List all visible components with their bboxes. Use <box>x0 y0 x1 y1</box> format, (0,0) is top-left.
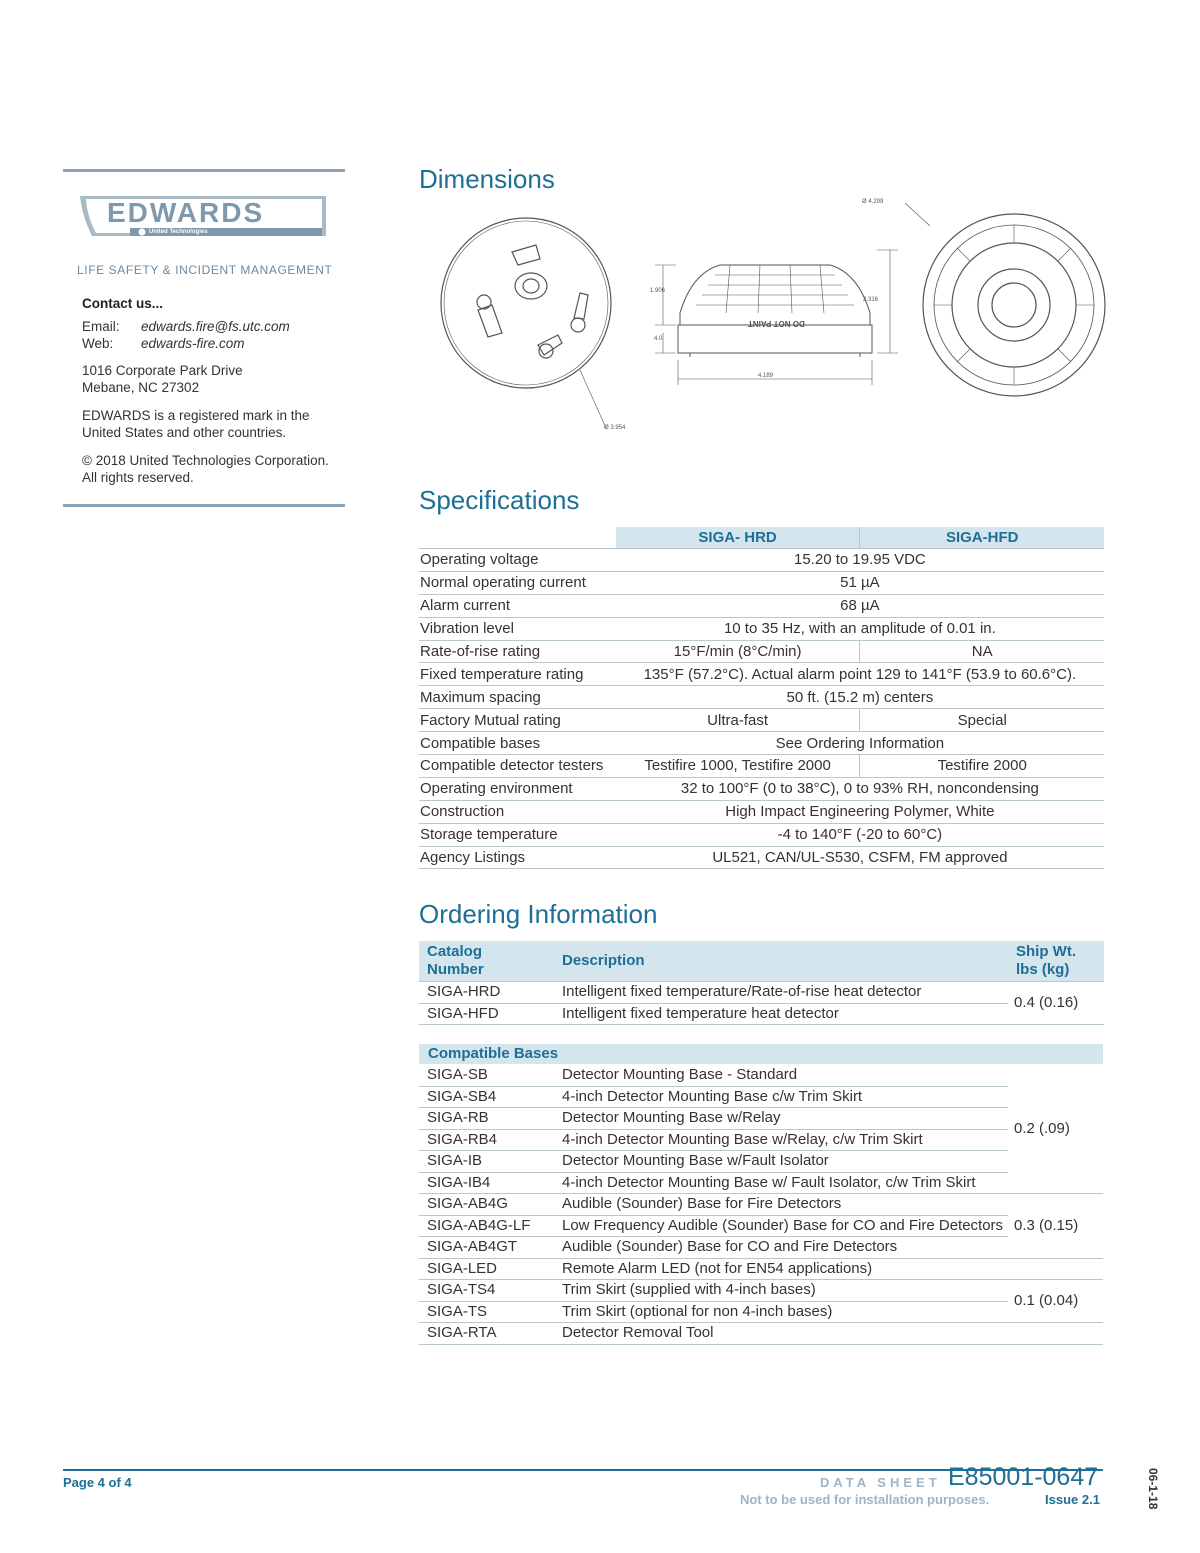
catalog-number: SIGA-RB <box>419 1108 554 1130</box>
spec-row <box>419 846 1104 869</box>
description: Detector Mounting Base - Standard <box>554 1065 1008 1086</box>
table-row <box>419 982 1104 1004</box>
table-row <box>419 1003 1104 1025</box>
col-description-header: Description <box>554 941 1008 982</box>
spec-row <box>419 732 1104 755</box>
description: Intelligent fixed temperature heat detector <box>554 1003 1008 1025</box>
ordering-detectors-table <box>419 941 1104 1025</box>
spec-row <box>419 800 1104 823</box>
spec-value: High Impact Engineering Polymer, White <box>616 800 1104 823</box>
do-not-paint-sticker: DO NOT PAINT <box>748 319 805 328</box>
dimensions-heading: Dimensions <box>419 164 555 194</box>
description: Audible (Sounder) Base for Fire Detectors <box>554 1194 1008 1216</box>
col-catalog-line2: Number <box>427 961 484 978</box>
table-row <box>419 1215 1103 1237</box>
address-line1: 1016 Corporate Park Drive <box>82 363 243 378</box>
trademark-line2: United States and other countries. <box>82 425 287 440</box>
description: Detector Removal Tool <box>554 1323 1008 1345</box>
spec-value: 50 ft. (15.2 m) centers <box>616 686 1104 709</box>
catalog-number: SIGA-TS4 <box>419 1280 554 1302</box>
edwards-logo <box>78 192 328 242</box>
spec-value: 135°F (57.2°C). Actual alarm point 129 to 141°F (53.9 to 60.6°C). <box>616 663 1104 686</box>
spec-value-hrd: Testifire 1000, Testifire 2000 <box>616 755 860 778</box>
spec-value: -4 to 140°F (-20 to 60°C) <box>616 823 1104 846</box>
sidebar-top-rule <box>63 169 345 172</box>
description: Trim Skirt (supplied with 4-inch bases) <box>554 1280 1008 1302</box>
sidebar-bottom-rule <box>63 504 345 507</box>
spec-label: Factory Mutual rating <box>419 709 616 732</box>
catalog-number: SIGA-SB <box>419 1065 554 1086</box>
ordering-heading <box>419 899 657 930</box>
spec-value: 10 to 35 Hz, with an amplitude of 0.01 in. <box>616 617 1104 640</box>
copyright-line2: All rights reserved. <box>82 470 194 485</box>
catalog-number: SIGA-TS <box>419 1301 554 1323</box>
dim-height-right: 2.316 <box>863 297 879 303</box>
spec-row <box>419 571 1104 594</box>
spec-label: Compatible bases <box>419 732 616 755</box>
catalog-number: SIGA-LED <box>419 1258 554 1280</box>
spec-label: Operating environment <box>419 777 616 800</box>
spec-label: Storage temperature <box>419 823 616 846</box>
dim-dia-top: Ø 4.299 <box>862 199 884 205</box>
table-row <box>419 1129 1103 1151</box>
catalog-number: SIGA-RTA <box>419 1323 554 1345</box>
spec-value: 32 to 100°F (0 to 38°C), 0 to 93% RH, noncondensing <box>616 777 1104 800</box>
catalog-number: SIGA-AB4G-LF <box>419 1215 554 1237</box>
spec-value: 15.20 to 19.95 VDC <box>616 549 1104 572</box>
spec-label: Agency Listings <box>419 846 616 869</box>
table-row <box>419 1172 1103 1194</box>
description: Low Frequency Audible (Sounder) Base for CO and Fire Detectors <box>554 1215 1008 1237</box>
ship-weight: 0.1 (0.04) <box>1008 1280 1103 1323</box>
description: 4-inch Detector Mounting Base w/ Fault Isolator, c/w Trim Skirt <box>554 1172 1008 1194</box>
ship-weight-empty <box>1008 1323 1103 1345</box>
col-catalog-line1: Catalog <box>427 943 483 960</box>
table-row <box>419 1301 1103 1323</box>
web-label: Web: <box>82 336 114 351</box>
spec-value: 51 µA <box>616 571 1104 594</box>
description: Detector Mounting Base w/Relay <box>554 1108 1008 1130</box>
spec-label: Construction <box>419 800 616 823</box>
spec-value-hfd: Special <box>860 709 1104 732</box>
address-line2: Mebane, NC 27302 <box>82 380 200 395</box>
disclaimer: Not to be used for installation purposes. <box>740 1492 990 1507</box>
spec-value-hfd: NA <box>860 640 1104 663</box>
col-weight-line2: lbs (kg) <box>1016 961 1070 978</box>
spec-value: 68 µA <box>616 594 1104 617</box>
spec-value-hrd: Ultra-fast <box>616 709 860 732</box>
document-number: E85001-0647 <box>948 1463 1099 1491</box>
description: Trim Skirt (optional for non 4-inch bases) <box>554 1301 1008 1323</box>
spec-row <box>419 617 1104 640</box>
table-row <box>419 1108 1103 1130</box>
ship-weight-empty <box>1008 1258 1103 1280</box>
catalog-number: SIGA-SB4 <box>419 1086 554 1108</box>
spec-value-hrd: 15°F/min (8°C/min) <box>616 640 860 663</box>
spec-col-hfd: SIGA-HFD <box>860 527 1104 549</box>
spec-row <box>419 549 1104 572</box>
table-row <box>419 1237 1103 1259</box>
dim-width: 4.189 <box>758 373 774 379</box>
spec-label: Fixed temperature rating <box>419 663 616 686</box>
ordering-heading-text: Ordering Information <box>419 899 658 929</box>
spec-row <box>419 823 1104 846</box>
table-row <box>419 1280 1103 1302</box>
footer-rule <box>63 1469 1103 1471</box>
copyright-line1: © 2018 United Technologies Corporation. <box>82 453 329 468</box>
spec-row <box>419 686 1104 709</box>
catalog-number: SIGA-HFD <box>419 1003 554 1025</box>
table-row <box>419 1086 1103 1108</box>
revision-date: 06-1-18 <box>1146 1468 1160 1510</box>
description: Intelligent fixed temperature/Rate-of-rise heat detector <box>554 982 1008 1004</box>
ship-weight: 0.4 (0.16) <box>1008 982 1104 1025</box>
spec-label: Maximum spacing <box>419 686 616 709</box>
description: Remote Alarm LED (not for EN54 applications) <box>554 1258 1008 1280</box>
spec-label: Compatible detector testers <box>419 755 616 778</box>
ship-weight: 0.3 (0.15) <box>1008 1194 1103 1259</box>
spec-value: UL521, CAN/UL-S530, CSFM, FM approved <box>616 846 1104 869</box>
catalog-number: SIGA-RB4 <box>419 1129 554 1151</box>
spec-value-hfd: Testifire 2000 <box>860 755 1104 778</box>
catalog-number: SIGA-HRD <box>419 982 554 1004</box>
table-row <box>419 1323 1103 1345</box>
email-link[interactable]: edwards.fire@fs.utc.com <box>141 319 290 334</box>
col-catalog-header <box>419 941 554 982</box>
ship-weight: 0.2 (.09) <box>1008 1065 1103 1194</box>
spec-row <box>419 640 1104 663</box>
table-row <box>419 1258 1103 1280</box>
web-link[interactable]: edwards-fire.com <box>141 336 245 351</box>
data-sheet-label: DATA SHEET <box>820 1475 941 1490</box>
spec-header-row <box>419 527 1104 549</box>
col-weight-header <box>1008 941 1104 982</box>
spec-label: Rate-of-rise rating <box>419 640 616 663</box>
logo-subtitle: United Technologies <box>149 228 208 235</box>
spec-row <box>419 755 1104 778</box>
dim-height-small: 4.0 <box>654 336 663 342</box>
ordering-bases-table <box>419 1065 1103 1345</box>
specifications-heading: Specifications <box>419 485 580 515</box>
description: 4-inch Detector Mounting Base w/Relay, c/w Trim Skirt <box>554 1129 1008 1151</box>
trademark-line1: EDWARDS is a registered mark in the <box>82 408 310 423</box>
logo-wordmark: EDWARDS <box>107 197 265 228</box>
spec-row <box>419 709 1104 732</box>
spec-label: Vibration level <box>419 617 616 640</box>
spec-header-blank <box>419 527 616 549</box>
table-row <box>419 1194 1103 1216</box>
catalog-number: SIGA-AB4G <box>419 1194 554 1216</box>
dim-height-left: 1.906 <box>650 288 666 294</box>
email-label: Email: <box>82 319 120 334</box>
col-weight-line1: Ship Wt. <box>1016 943 1076 960</box>
dimension-labels <box>430 195 1110 440</box>
tagline: LIFE SAFETY & INCIDENT MANAGEMENT <box>77 263 333 277</box>
catalog-number: SIGA-IB4 <box>419 1172 554 1194</box>
spec-value: See Ordering Information <box>616 732 1104 755</box>
dim-dia-bottom: Ø 3.954 <box>604 425 626 431</box>
issue-number: Issue 2.1 <box>1045 1492 1100 1507</box>
spec-label: Normal operating current <box>419 571 616 594</box>
table-row <box>419 1151 1103 1173</box>
catalog-number: SIGA-IB <box>419 1151 554 1173</box>
table-row <box>419 1065 1103 1086</box>
spec-label: Alarm current <box>419 594 616 617</box>
description: Audible (Sounder) Base for CO and Fire Detectors <box>554 1237 1008 1259</box>
spec-row <box>419 663 1104 686</box>
description: 4-inch Detector Mounting Base c/w Trim Skirt <box>554 1086 1008 1108</box>
spec-col-hrd: SIGA- HRD <box>616 527 860 549</box>
contact-heading: Contact us... <box>82 296 164 311</box>
page-number: Page 4 of 4 <box>63 1475 132 1490</box>
description: Detector Mounting Base w/Fault Isolator <box>554 1151 1008 1173</box>
spec-label: Operating voltage <box>419 549 616 572</box>
spec-row <box>419 594 1104 617</box>
compatible-bases-header: Compatible Bases <box>419 1044 1103 1064</box>
specifications-table <box>419 527 1104 869</box>
spec-row <box>419 777 1104 800</box>
catalog-number: SIGA-AB4GT <box>419 1237 554 1259</box>
ordering-header-row <box>419 941 1104 982</box>
